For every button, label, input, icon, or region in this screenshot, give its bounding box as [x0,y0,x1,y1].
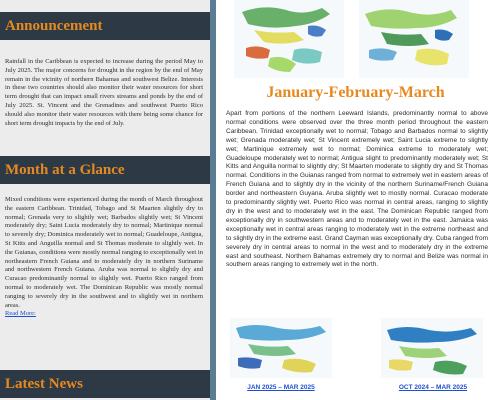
month-glance-text: Mixed conditions were experienced during the month of March throughout the eastern Caribbean. Trinidad, Tobago and St Maarten slightly dry to normal; Grenada very to slightly wet; Barbados slightly wet; St Vincent moderately dry; Saint Lucia moderately dry to normal; Martinique normal to severely dry; Dominica moderately wet to normal; Guadeloupe, Antigua, St Kitts and Anguilla normal and St Thomas moderate to slightly wet. In the Guianas, conditions were mostly normal ranging to exceptionally wet in northeastern French Guiana and to moderately dry in northern Suriname and northwestern French Guiana. Aruba was normal to slightly dry and Curacao predominantly normal to slightly wet. Puerto Rico ranged from normal to moderately wet. The Dominican Republic was mostly normal ranging to severely dry in the southwest and to slightly wet in northern areas. [5,196,203,309]
rainfall-map-icon[interactable] [234,0,344,78]
main-title: January-February-March [266,84,445,101]
main-body: Apart from portions of the northern Leeward Islands, predominantly normal to above normal conditions were observed over the three month period throughout the eastern Caribbean. Trinidad exceptionally wet to normal; Tobago and Barbados normal to slightly wet; Grenada moderately wet; St Vincent extremely wet; Saint Lucia extreme to slightly wet; Martinique extremely wet to normal; Dominica extreme to moderately wet; Guadeloupe moderately wet to normal; Antigua slight to predominantly moderately wet; St Kitts and Anguilla normal to slightly dry; St Maarten moderate to slightly dry and St Thomas normal. Conditions in the Guianas ranged from normal to extremely wet in eastern areas of French Guiana and to slightly dry in the vicinity of the northern Suriname/French Guiana border and northeastern Guyana. Aruba slightly wet to mostly normal. Curacao moderate to predominantly slightly wet. Puerto Rico was normal in central areas, ranging to slightly dry in the west and to moderately wet in the east. The Dominican Republic ranged from exceptionally dry in southwestern areas and to moderately wet in the east. Jamaica was exceptionally wet in central areas ranging to moderately wet in the extreme northeast and to slightly dry in the extreme east. Grand Cayman was exceptionally dry. Cuba ranged from severely dry in central areas to normal in the west and to moderately dry in the extreme east and southeast. Northern Bahamas extremely dry to normal and Belize was normal in southern areas ranging to extremely wet in the north. [226,110,488,269]
left-sidebar [0,0,210,400]
main-content [216,0,495,400]
caption-jan-mar[interactable]: JAN 2025 – MAR 2025 [247,384,315,391]
rainfall-map-icon[interactable] [230,318,332,378]
rainfall-map-icon[interactable] [359,0,469,78]
month-glance-body [5,196,203,319]
announcement-body: Rainfall in the Caribbean is expected to increase during the period May to July 2025. The major concerns for drought in the region by the end of May remain in the vicinity of northern Bahamas and southwest Belize. Interests in these two countries should also monitor their water resources for short term drought that can impact small rivers streams and ponds by the end of July 2025. St. Vincent and the Grenadines and southwest Puerto Rico should also monitor their water resources with there being some chance for short term drought impacts by the end of July. [5,58,203,127]
month-glance-title: Month at a Glance [0,156,210,184]
announcement-title: Announcement [0,12,210,40]
read-more-link[interactable]: Read More: [5,310,36,318]
caption-oct-mar[interactable]: OCT 2024 – MAR 2025 [398,384,468,391]
rainfall-map-icon[interactable] [381,318,483,378]
latest-news-title: Latest News [0,370,210,398]
